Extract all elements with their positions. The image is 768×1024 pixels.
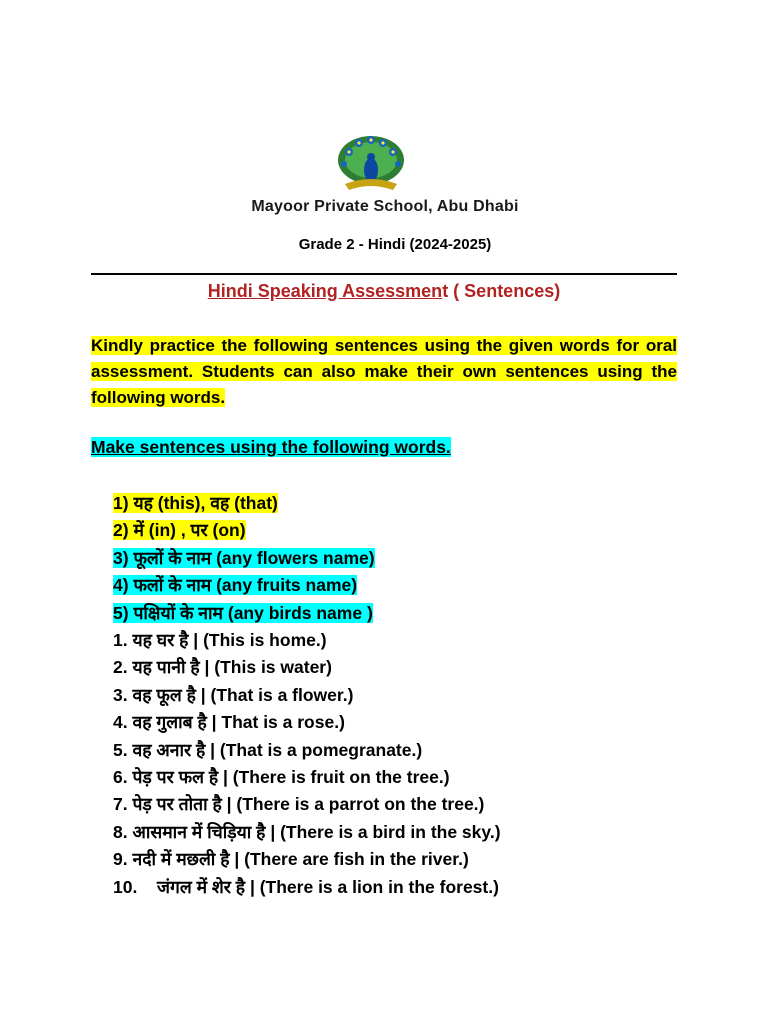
sentence-item: 5. वह अनार है | (That is a pomegranate.) <box>113 739 423 760</box>
subheading <box>91 437 451 458</box>
word-list <box>113 490 375 627</box>
sentence-item: 1. यह घर है | (This is home.) <box>113 630 327 650</box>
sentence-item: 7. पेड़ पर तोता है | (There is a parrot on the tree.) <box>113 794 485 815</box>
sentence-item: 9. नदी में मछली है | (There are fish in the river.) <box>113 849 469 870</box>
title-rest: t ( Sentences) <box>442 281 561 301</box>
sentence-item: 4. वह गुलाब है | That is a rose.) <box>113 712 345 733</box>
sentence-item: 2. यह पानी है | (This is water) <box>113 657 332 678</box>
word-item-5: 5) पक्षियों के नाम (any birds name ) <box>113 602 373 623</box>
list-item <box>113 572 375 599</box>
list-item <box>113 545 375 572</box>
instructions-text: Kindly practice the following sentences using the given words for oral assessment. Students can also make their own sentences using the following words. <box>91 336 677 407</box>
sentence-item: 10. जंगल में शेर है | (There is a lion in the forest.) <box>113 876 499 897</box>
subheading-text: Make sentences using the following words. <box>91 437 451 457</box>
title-underlined: Hindi Speaking Assessmen <box>207 281 443 301</box>
instructions <box>91 333 677 411</box>
sentence-item: 6. पेड़ पर फल है | (There is fruit on the tree.) <box>113 766 450 787</box>
word-item-3: 3) फूलों के नाम (any flowers name) <box>113 547 375 568</box>
school-name: Mayoor Private School, Abu Dhabi <box>251 198 519 215</box>
word-item-2: 2) में (in) , पर (on) <box>113 520 246 541</box>
peacock-icon <box>335 134 407 194</box>
list-item <box>113 490 375 517</box>
sentence-list <box>113 627 501 901</box>
word-item-4: 4) फलों के नाम (any fruits name) <box>113 575 358 596</box>
list-item <box>113 600 375 627</box>
page-title <box>0 281 768 302</box>
sentence-item: 3. वह फूल है | (That is a flower.) <box>113 684 354 705</box>
sentence-item: 8. आसमान में चिड़िया है | (There is a bird in the sky.) <box>113 821 501 842</box>
divider <box>91 273 677 275</box>
school-header <box>92 128 678 220</box>
word-item-1: 1) यह (this), वह (that) <box>113 493 278 513</box>
list-item <box>113 517 375 544</box>
grade-line: Grade 2 - Hindi (2024-2025) <box>298 236 492 253</box>
